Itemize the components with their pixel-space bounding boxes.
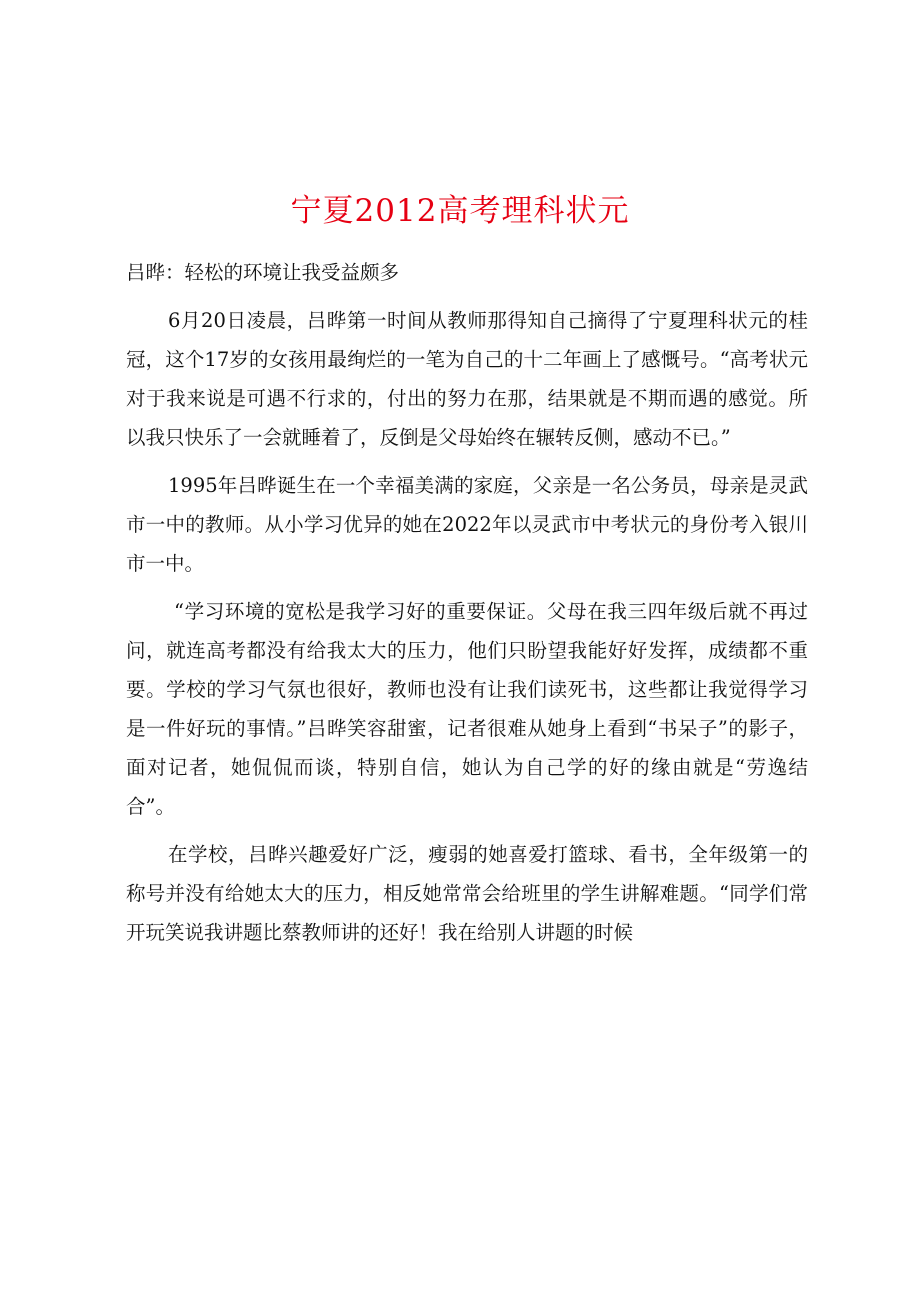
document-body: [126, 253, 808, 961]
paragraph-2: 1995年吕晔诞生在一个幸福美满的家庭，父亲是一名公务员，母亲是灵武市一中的教师。从小学习优异的她在2022年以灵武市中考状元的身份考入银川市一中。: [126, 474, 808, 575]
document-title: 宁夏2012高考理科状元: [290, 193, 630, 229]
paragraph-4: 在学校，吕晔兴趣爱好广泛，瘦弱的她喜爱打篮球、看书，全年级第一的称号并没有给她太大的压力，相反她常常会给班里的学生讲解难题。“同学们常开玩笑说我讲题比蔡教师讲的还好！我在给别人讲题的时候: [126, 843, 808, 944]
subtitle-line: 吕晔：轻松的环境让我受益颇多: [126, 261, 400, 284]
paragraph-1: 6月20日凌晨，吕晔第一时间从教师那得知自己摘得了宁夏理科状元的桂冠，这个17岁的女孩用最绚烂的一笔为自己的十二年画上了感慨号。“高考状元对于我来说是可遇不行求的，付出的努力在那，结果就是不期而遇的感觉。所以我只快乐了一会就睡着了，反倒是父母始终在辗转反侧，感动不已。”: [126, 309, 808, 449]
paragraph-3: “学习环境的宽松是我学习好的重要保证。父母在我三四年级后就不再过问，就连高考都没有给我太大的压力，他们只盼望我能好好发挥，成绩都不重要。学校的学习气氛也很好，教师也没有让我们读死书，这些都让我觉得学习是一件好玩的事情。”吕晔笑容甜蜜，记者很难从她身上看到“书呆子”的影子，面对记者，她侃侃而谈，特别自信，她认为自己学的好的缘由就是“劳逸结合”。: [126, 600, 808, 818]
